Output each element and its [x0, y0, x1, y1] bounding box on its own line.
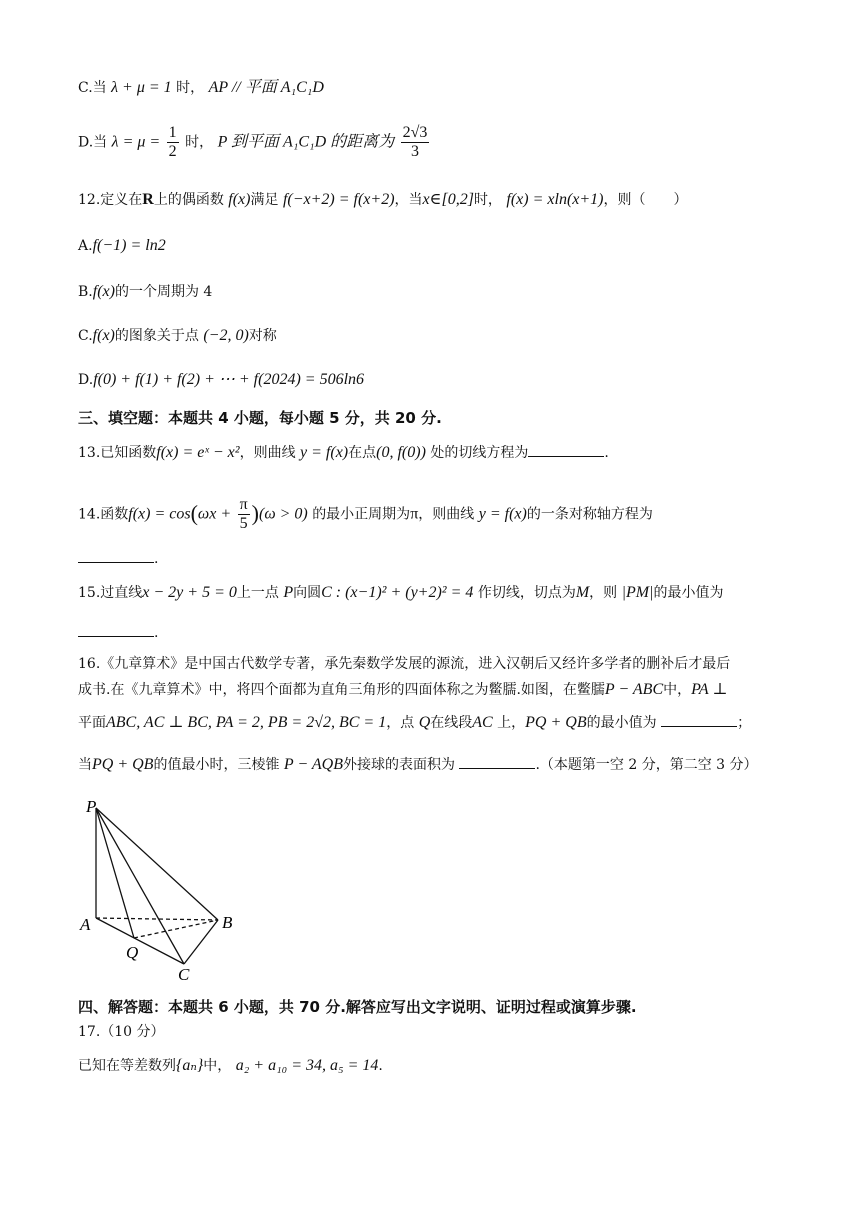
section-4-heading: 四、解答题：本题共 6 小题，共 70 分.解答应写出文字说明、证明过程或演算步骤.: [78, 998, 637, 1016]
label-C: C: [178, 965, 190, 982]
q11-d-statement: P 到平面 A₁C₁D 的距离为: [217, 133, 395, 151]
q11-c-statement: AP // 平面 A₁C₁D: [208, 79, 324, 96]
q12-option-b: B.f(x)的一个周期为 4: [78, 283, 213, 300]
q13: 13.已知函数f(x) = eˣ − x²，则曲线 y = f(x)在点(0, f(0)) 处的切线方程为 .: [78, 444, 609, 461]
edge-AB-hidden: [96, 918, 218, 920]
q16-line-2: 成书.在《九章算术》中，将四个面都为直角三角形的四面体称之为鳖臑.如图，在鳖臑P − ABC中，PA ⊥: [78, 681, 728, 698]
q17-heading: 17.（10 分）: [78, 1024, 165, 1040]
fraction-one-half: $\frac{1}{2}$: [168, 124, 177, 160]
label-B: B: [222, 913, 233, 932]
q11-option-c: C.当 λ + μ = 1 时， AP // 平面 A₁C₁D: [78, 79, 324, 96]
section-3-heading: 三、填空题：本题共 4 小题，每小题 5 分，共 20 分.: [78, 409, 442, 427]
q12-option-a: A.f(−1) = ln2: [78, 237, 166, 254]
q16-line-4: 当PQ + QB的值最小时，三棱锥 P − AQB外接球的表面积为 .（本题第一空 2 分，第二空 3 分）: [78, 756, 758, 773]
label-Q: Q: [126, 943, 139, 962]
q17-stem: 已知在等差数列{aₙ}中， a₂ + a₁₀ = 34, a₅ = 14.: [78, 1057, 383, 1074]
answer-blank-14: [78, 548, 154, 563]
fraction-answer: $\frac{2√3}{3}$: [402, 124, 428, 160]
q16-line-3: 平面ABC, AC ⊥ BC, PA = 2, PB = 2√2, BC = 1，点 Q在线段AC 上，PQ + QB的最小值为 ；: [78, 714, 752, 731]
edge-PB: [96, 808, 218, 920]
answer-blank-16a: [661, 712, 737, 727]
q12-option-d: D.f(0) + f(1) + f(2) + ⋯ + f(2024) = 506ln6: [78, 371, 365, 388]
q11-option-d: D.当 λ = μ = $\frac{1}{2}$ 时， P 到平面 A₁C₁D 的距离为 $\frac{2√3}{3}$: [78, 124, 428, 160]
fraction-pi-over-5: $\frac{\pi}{5}$: [239, 496, 248, 532]
q12-stem: 12.定义在R上的偶函数 f(x)满足 f(−x+2) = f(x+2)，当x∈[0,2]时， f(x) = xln(x+1)，则（ ）: [78, 191, 688, 208]
q15-answer-line: .: [78, 622, 158, 643]
q11-c-condition: λ + μ = 1: [111, 79, 172, 96]
q12-option-c: C.f(x)的图象关于点 (−2, 0)对称: [78, 327, 277, 344]
q15: 15.过直线x − 2y + 5 = 0上一点 P向圆C : (x−1)² + (y+2)² = 4 作切线，切点为M，则 |PM|的最小值为: [78, 584, 724, 601]
answer-blank-13: [528, 442, 604, 457]
label-A: A: [80, 915, 91, 934]
label-P: P: [86, 797, 97, 816]
q16-line-1: 16.《九章算术》是中国古代数学专著，承先秦数学发展的源流，进入汉朝后又经许多学者的删补后才最后: [78, 656, 731, 672]
answer-blank-15: [78, 622, 154, 637]
q14: 14.函数f(x) = cos(ωx + $\frac{\pi}{5}$ )(ω > 0) 的最小正周期为π，则曲线 y = f(x)的一条对称轴方程为: [78, 496, 653, 532]
edge-PQ: [96, 808, 134, 938]
q14-answer-line: .: [78, 548, 158, 569]
tetrahedron-figure: [76, 796, 246, 982]
answer-blank-16b: [459, 754, 535, 769]
